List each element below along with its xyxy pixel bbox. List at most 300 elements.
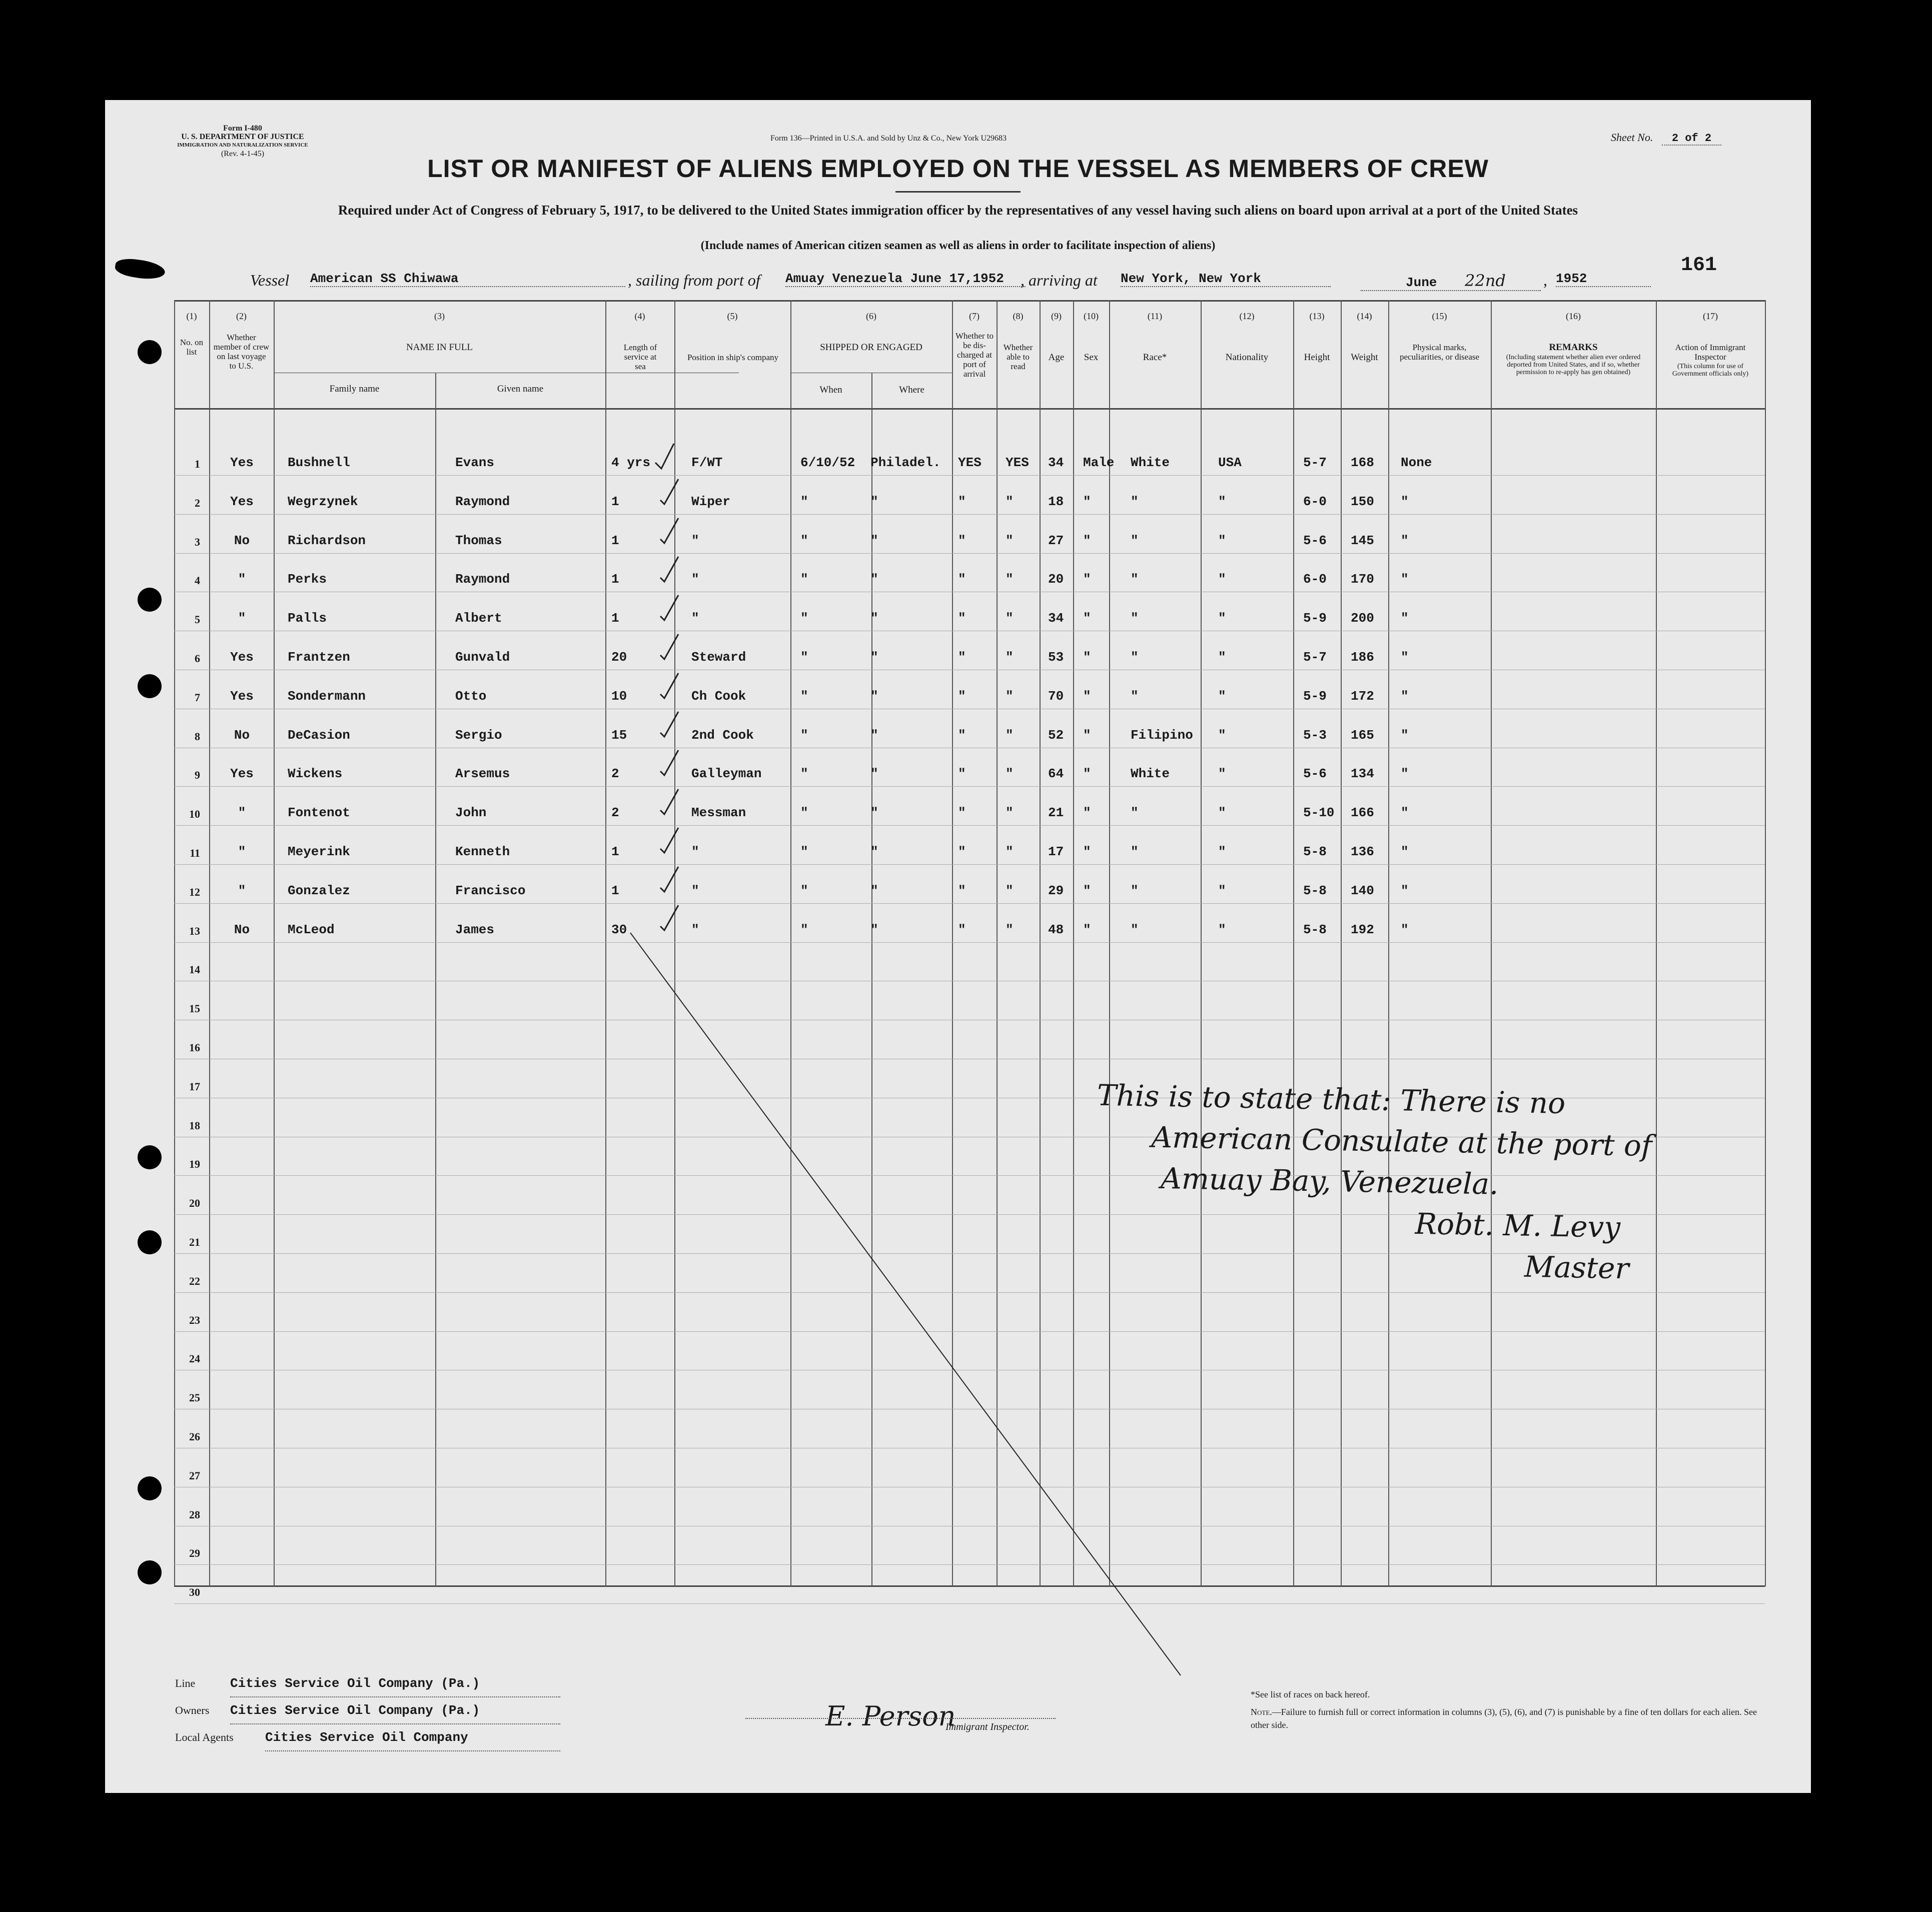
age-cell: 27 (1048, 533, 1064, 548)
row-number: 16 (189, 1041, 200, 1054)
physical-marks-cell: " (1401, 611, 1409, 626)
shipped-when-cell: " (800, 650, 808, 665)
col-number: (10) (1084, 311, 1099, 321)
weight-cell: 168 (1351, 455, 1374, 470)
discharged-cell: YES (958, 455, 982, 470)
age-cell: 53 (1048, 650, 1064, 665)
service-length-cell: 30 (611, 922, 627, 937)
nationality-cell: " (1218, 727, 1226, 743)
row-number: 3 (195, 535, 200, 548)
printer-line: Form 136—Printed in U.S.A. and Sold by Unz & Co., New York U29683 (770, 134, 1007, 143)
shipped-when-cell: " (800, 883, 808, 898)
inspector-signature: E. Person (825, 1700, 956, 1732)
row-number: 22 (189, 1274, 200, 1287)
service-length-cell: 15 (611, 727, 627, 743)
header-able-to-read: Whether able to read (1003, 343, 1033, 371)
prev-voyage-cell: " (238, 611, 246, 626)
shipped-where-cell: " (870, 533, 878, 548)
header-previous-voyage: Whether member of crew on last voyage to U.S. (213, 333, 270, 371)
age-cell: 18 (1048, 494, 1064, 509)
race-cell: " (1131, 922, 1139, 937)
header-remarks-detail: (Including statement whether alien ever ordered deported from United States, and if so, whether permission to re-apply has gen obtained) (1506, 354, 1641, 376)
physical-marks-cell: " (1401, 494, 1409, 509)
family-name-cell: Wegrzynek (288, 494, 358, 509)
owners-value: Cities Service Oil Company (Pa.) (230, 1697, 560, 1724)
races-note: *See list of races on back hereof. (1251, 1689, 1370, 1699)
col-number: (16) (1566, 311, 1581, 321)
page-number: 161 (1681, 254, 1717, 277)
col-number: (13) (1309, 311, 1325, 321)
sex-cell: " (1083, 766, 1091, 782)
header-where: Where (899, 385, 924, 395)
discharged-cell: " (958, 805, 966, 821)
shipped-where-cell: " (870, 494, 878, 509)
height-cell: 5-6 (1303, 533, 1327, 548)
service-length-cell: 10 (611, 688, 627, 704)
form-title: LIST OR MANIFEST OF ALIENS EMPLOYED ON THE VESSEL AS MEMBERS OF CREW (427, 155, 1489, 183)
row-number: 14 (189, 963, 200, 976)
shipped-where-cell: " (870, 922, 878, 937)
sheet-value: 2 of 2 (1662, 132, 1721, 146)
able-to-read-cell: " (1006, 494, 1014, 509)
prev-voyage-cell: Yes (230, 455, 254, 470)
line-value: Cities Service Oil Company (Pa.) (230, 1670, 560, 1697)
col-number: (11) (1147, 311, 1163, 321)
height-cell: 5-9 (1303, 611, 1327, 626)
weight-cell: 172 (1351, 688, 1374, 704)
col-number: (14) (1357, 311, 1372, 321)
position-cell: Wiper (691, 494, 731, 509)
able-to-read-cell: " (1006, 533, 1014, 548)
sex-cell: Male (1083, 455, 1115, 470)
nationality-cell: " (1218, 844, 1226, 859)
header-weight: Weight (1351, 352, 1378, 363)
physical-marks-cell: " (1401, 572, 1409, 587)
nationality-cell: " (1218, 533, 1226, 548)
note-text: —Failure to furnish full or correct information in columns (3), (5), (6), and (7) is punishable by a fine of ten dollars for each alien. See other side. (1251, 1707, 1757, 1730)
race-cell: Filipino (1131, 727, 1193, 743)
header-inspector-action: Action of Immigrant Inspector (1675, 343, 1746, 362)
header-sex: Sex (1084, 352, 1099, 363)
prev-voyage-cell: Yes (230, 650, 254, 665)
physical-marks-cell: " (1401, 922, 1409, 937)
weight-cell: 186 (1351, 650, 1374, 665)
age-cell: 70 (1048, 688, 1064, 704)
position-cell: Messman (691, 805, 746, 821)
service-length-cell: 1 (611, 611, 619, 626)
prev-voyage-cell: " (238, 883, 246, 898)
row-number: 20 (189, 1197, 200, 1210)
weight-cell: 170 (1351, 572, 1374, 587)
given-name-cell: Sergio (455, 727, 502, 743)
service-length-cell: 1 (611, 533, 619, 548)
master-signature: Robt. M. Levy (1414, 1206, 1621, 1244)
race-cell: " (1131, 805, 1139, 821)
shipped-when-cell: " (800, 922, 808, 937)
sex-cell: " (1083, 688, 1091, 704)
row-number: 11 (190, 847, 200, 859)
service-length-cell: 1 (611, 494, 619, 509)
row-number: 12 (189, 885, 200, 898)
header-physical-marks: Physical marks, peculiarities, or disease (1399, 343, 1480, 362)
height-cell: 5-3 (1303, 727, 1327, 743)
discharged-cell: " (958, 688, 966, 704)
form-subtitle: Required under Act of Congress of February 5, 1917, to be delivered to the United States immigration officer by the representatives of any vessel having such aliens on board upon arrival at a port of the United States (338, 203, 1578, 218)
prev-voyage-cell: " (238, 844, 246, 859)
discharged-cell: " (958, 727, 966, 743)
age-cell: 20 (1048, 572, 1064, 587)
service-length-cell: 2 (611, 766, 619, 782)
family-name-cell: Perks (288, 572, 327, 587)
row-number: 8 (195, 730, 200, 743)
header-age: Age (1048, 352, 1065, 363)
race-cell: " (1131, 494, 1139, 509)
given-name-cell: Otto (455, 688, 487, 704)
col-number: (5) (727, 311, 738, 321)
inspector-label: Immigrant Inspector. (945, 1721, 1030, 1732)
physical-marks-cell: " (1401, 805, 1409, 821)
given-name-cell: Kenneth (455, 844, 510, 859)
weight-cell: 136 (1351, 844, 1374, 859)
header-when: When (819, 385, 842, 395)
height-cell: 6-0 (1303, 572, 1327, 587)
shipped-where-cell: " (870, 844, 878, 859)
row-number: 4 (195, 574, 200, 587)
able-to-read-cell: " (1006, 688, 1014, 704)
able-to-read-cell: " (1006, 883, 1014, 898)
physical-marks-cell: None (1401, 455, 1432, 470)
physical-marks-cell: " (1401, 883, 1409, 898)
position-cell: F/WT (691, 455, 723, 470)
discharged-cell: " (958, 494, 966, 509)
row-number: 1 (195, 458, 200, 470)
check-marks (105, 100, 1811, 1793)
row-number: 6 (195, 652, 200, 665)
family-name-cell: Palls (288, 611, 327, 626)
manifest-sheet: Form I-480 U. S. DEPARTMENT OF JUSTICE IMMIGRATION AND NATURALIZATION SERVICE (Rev. 4-1-45) Form 136—Printed in U.S.A. and Sold by Unz & Co., New York U29683 Sheet No. 2 of 2 LIST OR MANIFEST OF ALIENS EMPLOYED ON THE VESSEL AS MEMBERS OF CREW Required under Act of Congress of February 5, 1917, to be delivered to the United States immigration officer by the representatives of any vessel having such aliens on board upon arrival at a port of the United States (Include names of American citizen seamen as well as aliens in order to facilitate inspection of aliens) 161 Vessel American SS Chiwawa , sailing from port of Amuay Venezuela June 17,1952 , arriving at New York, New York June 22nd , 1952 (1) (2) (3) (4) (5) (6) (7) (8) (9) (10) (11) (12) (13) (14) (15) (16) (17) No. on list Whether member of crew on last voyage to U.S. NAME IN FULL Family name Given name Length of service at sea Position in ship's company SHIPPED OR ENGAGED When Where Whether to be dis-charged at port of arrival Whether able to read Age Sex Race* Nationality Height Weight Physical marks, peculiarities, or disease REMARKS (Including statement whether alien ever ordered deported from United States, and if so, whether permission to re-apply has gen obtained) Action of Immigrant Inspector (This column for use of Government officials only) 1 Yes Bushnell Evans 4 yrs F/WT 6/10/52 Philadel. YES YES 34 Male White USA 5-7 168 None 2 Yes Wegrzynek Raymond 1 Wiper " " " " 18 " " " 6-0 150 " 3 No Richardson Thomas 1 " " " " " 27 " " " 5-6 145 " 4 " Perks Raymond 1 " " " " " 20 " " " 6-0 170 " 5 " Palls Albert 1 " " " " " 34 " " " 5-9 200 " 6 Yes Frantzen Gunvald 20 Steward " " " " 53 " " " 5-7 186 " 7 Yes Sondermann Otto 10 Ch Cook " " " " 70 " " " 5-9 172 " 8 No DeCasion Sergio 15 2nd Cook " " " " 52 " Filipino " 5-3 165 " 9 Yes Wickens Arsemus 2 Galleyman " " " " 64 " White " 5-6 134 " 10 " Fontenot John 2 Messman " " " " 21 " " " 5-10 166 " 11 " Meyerink Kenneth 1 " " " " " 17 " " " 5-8 136 " 12 " Gonzalez Francisco 1 " " " " " 29 " " " 5-8 140 " 13 No McLeod James 30 " " " " " 48 " " " 5-8 192 " 14 15 16 17 18 19 20 21 22 23 24 25 26 27 28 29 30 This is to state that: There is no American Consulate at the port of Amuay Bay, Venezuela. Robt. M. Levy Master Line Cities Service Oil Company (Pa.) Owners Cities Service Oil Company (Pa.) Local Agents Cities Service Oil Company E. Person Immigrant Inspector. *See list of races on back hereof. Note.—Failure to furnish full or correct information in columns (3), (5), (6), and (7) is punishable by a fine of ten dollars for each alien. See other side. (105, 100, 1811, 1793)
row-number: 18 (189, 1119, 200, 1132)
weight-cell: 134 (1351, 766, 1374, 782)
discharged-cell: " (958, 572, 966, 587)
sex-cell: " (1083, 650, 1091, 665)
able-to-read-cell: " (1006, 922, 1014, 937)
header-no-on-list: No. on list (180, 338, 204, 357)
family-name-cell: Bushnell (288, 455, 350, 470)
able-to-read-cell: " (1006, 611, 1014, 626)
shipped-where-cell: " (870, 883, 878, 898)
row-number: 26 (189, 1430, 200, 1443)
row-number: 30 (189, 1586, 200, 1599)
prev-voyage-cell: " (238, 572, 246, 587)
given-name-cell: Gunvald (455, 650, 510, 665)
weight-cell: 140 (1351, 883, 1374, 898)
discharged-cell: " (958, 611, 966, 626)
header-nationality: Nationality (1225, 352, 1269, 363)
arrival-day: 22nd (1465, 271, 1506, 290)
position-cell: " (691, 844, 699, 859)
prev-voyage-cell: Yes (230, 494, 254, 509)
prev-voyage-cell: " (238, 805, 246, 821)
prev-voyage-cell: No (234, 533, 250, 548)
weight-cell: 166 (1351, 805, 1374, 821)
nationality-cell: " (1218, 922, 1226, 937)
height-cell: 5-10 (1303, 805, 1335, 821)
nationality-cell: USA (1218, 455, 1242, 470)
position-cell: Ch Cook (691, 688, 746, 704)
row-number: 27 (189, 1469, 200, 1482)
shipped-when-cell: " (800, 727, 808, 743)
physical-marks-cell: " (1401, 650, 1409, 665)
shipped-when-cell: " (800, 611, 808, 626)
row-number: 24 (189, 1352, 200, 1365)
nationality-cell: " (1218, 611, 1226, 626)
weight-cell: 200 (1351, 611, 1374, 626)
nationality-cell: " (1218, 650, 1226, 665)
height-cell: 6-0 (1303, 494, 1327, 509)
position-cell: Steward (691, 650, 746, 665)
row-number: 15 (189, 1002, 200, 1015)
family-name-cell: Fontenot (288, 805, 350, 821)
race-cell: White (1131, 766, 1170, 782)
nationality-cell: " (1218, 883, 1226, 898)
header-given-name: Given name (497, 384, 544, 394)
age-cell: 21 (1048, 805, 1064, 821)
handwritten-line-3: Amuay Bay, Venezuela. (1160, 1161, 1499, 1201)
sex-cell: " (1083, 844, 1091, 859)
given-name-cell: James (455, 922, 495, 937)
row-number: 25 (189, 1391, 200, 1404)
header-race: Race* (1143, 352, 1167, 363)
shipped-when-cell: " (800, 533, 808, 548)
family-name-cell: Frantzen (288, 650, 350, 665)
arrival-year: 1952 (1556, 271, 1651, 287)
department: U. S. DEPARTMENT OF JUSTICE (181, 133, 304, 141)
physical-marks-cell: " (1401, 688, 1409, 704)
col-number: (9) (1051, 311, 1062, 321)
shipped-when-cell: " (800, 766, 808, 782)
position-cell: Galleyman (691, 766, 762, 782)
family-name-cell: Meyerink (288, 844, 350, 859)
family-name-cell: Richardson (288, 533, 366, 548)
service-name: IMMIGRATION AND NATURALIZATION SERVICE (177, 142, 308, 148)
physical-marks-cell: " (1401, 766, 1409, 782)
note-label: Note. (1251, 1707, 1272, 1717)
physical-marks-cell: " (1401, 727, 1409, 743)
physical-marks-cell: " (1401, 533, 1409, 548)
position-cell: " (691, 533, 699, 548)
height-cell: 5-6 (1303, 766, 1327, 782)
race-cell: " (1131, 688, 1139, 704)
row-number: 21 (189, 1236, 200, 1248)
age-cell: 64 (1048, 766, 1064, 782)
shipped-when-cell: 6/10/52 (800, 455, 855, 470)
shipped-where-cell: " (870, 572, 878, 587)
able-to-read-cell: " (1006, 766, 1014, 782)
shipped-where-cell: " (870, 688, 878, 704)
position-cell: 2nd Cook (691, 727, 754, 743)
height-cell: 5-8 (1303, 844, 1327, 859)
col-number: (1) (186, 311, 197, 321)
row-number: 13 (189, 924, 200, 937)
weight-cell: 150 (1351, 494, 1374, 509)
header-discharged: Whether to be dis-charged at port of arrival (955, 331, 994, 379)
discharged-cell: " (958, 533, 966, 548)
service-length-cell: 4 yrs (611, 455, 651, 470)
agents-value: Cities Service Oil Company (265, 1724, 560, 1751)
vessel-label: Vessel (250, 271, 290, 289)
race-cell: " (1131, 650, 1139, 665)
sex-cell: " (1083, 533, 1091, 548)
sheet-label: Sheet No. (1611, 131, 1653, 144)
prev-voyage-cell: No (234, 922, 250, 937)
service-length-cell: 1 (611, 844, 619, 859)
owners-label: Owners (175, 1704, 210, 1716)
sex-cell: " (1083, 805, 1091, 821)
col-number: (7) (969, 311, 980, 321)
shipped-when-cell: " (800, 805, 808, 821)
given-name-cell: Francisco (455, 883, 526, 898)
position-cell: " (691, 883, 699, 898)
sailing-label: , sailing from port of (628, 271, 760, 289)
able-to-read-cell: YES (1006, 455, 1029, 470)
race-cell: " (1131, 611, 1139, 626)
family-name-cell: McLeod (288, 922, 335, 937)
able-to-read-cell: " (1006, 650, 1014, 665)
age-cell: 29 (1048, 883, 1064, 898)
race-cell: White (1131, 455, 1170, 470)
nationality-cell: " (1218, 805, 1226, 821)
header-position: Position in ship's company (687, 353, 779, 362)
sex-cell: " (1083, 727, 1091, 743)
header-length-of-service: Length of service at sea (623, 343, 657, 371)
header-family-name: Family name (329, 384, 380, 394)
row-number: 23 (189, 1313, 200, 1326)
col-number: (12) (1239, 311, 1255, 321)
given-name-cell: Thomas (455, 533, 502, 548)
height-cell: 5-9 (1303, 688, 1327, 704)
height-cell: 5-7 (1303, 650, 1327, 665)
age-cell: 52 (1048, 727, 1064, 743)
given-name-cell: Evans (455, 455, 495, 470)
prev-voyage-cell: Yes (230, 688, 254, 704)
prev-voyage-cell: No (234, 727, 250, 743)
discharged-cell: " (958, 650, 966, 665)
shipped-where-cell: " (870, 766, 878, 782)
height-cell: 5-8 (1303, 883, 1327, 898)
col-number: (6) (866, 311, 876, 321)
sex-cell: " (1083, 883, 1091, 898)
shipped-where-cell: " (870, 805, 878, 821)
service-length-cell: 2 (611, 805, 619, 821)
row-number: 5 (195, 613, 200, 626)
sex-cell: " (1083, 611, 1091, 626)
age-cell: 17 (1048, 844, 1064, 859)
shipped-when-cell: " (800, 844, 808, 859)
agents-label: Local Agents (175, 1731, 234, 1743)
family-name-cell: Gonzalez (288, 883, 350, 898)
race-cell: " (1131, 844, 1139, 859)
shipped-where-cell: Philadel. (870, 455, 941, 470)
row-number: 7 (195, 691, 200, 704)
shipped-when-cell: " (800, 688, 808, 704)
family-name-cell: DeCasion (288, 727, 350, 743)
able-to-read-cell: " (1006, 572, 1014, 587)
row-number: 28 (189, 1508, 200, 1521)
position-cell: " (691, 922, 699, 937)
service-length-cell: 20 (611, 650, 627, 665)
weight-cell: 165 (1351, 727, 1374, 743)
arriving-label: , arriving at (1021, 271, 1098, 289)
discharged-cell: " (958, 766, 966, 782)
prev-voyage-cell: Yes (230, 766, 254, 782)
race-cell: " (1131, 572, 1139, 587)
shipped-when-cell: " (800, 572, 808, 587)
height-cell: 5-7 (1303, 455, 1327, 470)
age-cell: 34 (1048, 611, 1064, 626)
handwritten-line-1: This is to state that: There is no (1097, 1078, 1566, 1121)
line-label: Line (175, 1677, 196, 1689)
race-cell: " (1131, 883, 1139, 898)
given-name-cell: John (455, 805, 487, 821)
nationality-cell: " (1218, 766, 1226, 782)
shipped-when-cell: " (800, 494, 808, 509)
position-cell: " (691, 611, 699, 626)
master-title: Master (1524, 1249, 1629, 1286)
header-name-in-full: NAME IN FULL (406, 342, 473, 353)
service-length-cell: 1 (611, 572, 619, 587)
col-number: (3) (434, 311, 445, 321)
nationality-cell: " (1218, 572, 1226, 587)
position-cell: " (691, 572, 699, 587)
row-number: 17 (189, 1080, 200, 1093)
weight-cell: 145 (1351, 533, 1374, 548)
col-number: (4) (634, 311, 645, 321)
row-number: 10 (189, 808, 200, 821)
sex-cell: " (1083, 572, 1091, 587)
handwritten-line-2: American Consulate at the port of (1151, 1120, 1652, 1163)
header-shipped-engaged: SHIPPED OR ENGAGED (820, 342, 922, 353)
able-to-read-cell: " (1006, 805, 1014, 821)
row-number: 2 (195, 496, 200, 509)
header-height: Height (1304, 352, 1330, 363)
able-to-read-cell: " (1006, 844, 1014, 859)
given-name-cell: Raymond (455, 494, 510, 509)
arriving-port: New York, New York (1121, 271, 1331, 287)
col-number: (2) (236, 311, 247, 321)
given-name-cell: Arsemus (455, 766, 510, 782)
header-inspector-note: (This column for use of Government officials only) (1672, 363, 1749, 378)
revision: (Rev. 4-1-45) (221, 150, 265, 158)
shipped-where-cell: " (870, 611, 878, 626)
race-cell: " (1131, 533, 1139, 548)
sex-cell: " (1083, 922, 1091, 937)
from-port: Amuay Venezuela June 17,1952 (785, 271, 1026, 287)
shipped-where-cell: " (870, 727, 878, 743)
row-number: 29 (189, 1547, 200, 1560)
height-cell: 5-8 (1303, 922, 1327, 937)
family-name-cell: Wickens (288, 766, 343, 782)
col-number: (8) (1013, 311, 1024, 321)
age-cell: 34 (1048, 455, 1064, 470)
family-name-cell: Sondermann (288, 688, 366, 704)
service-length-cell: 1 (611, 883, 619, 898)
row-number: 9 (195, 769, 200, 782)
row-number: 19 (189, 1158, 200, 1171)
col-number: (15) (1432, 311, 1447, 321)
discharged-cell: " (958, 844, 966, 859)
given-name-cell: Albert (455, 611, 502, 626)
discharged-cell: " (958, 883, 966, 898)
